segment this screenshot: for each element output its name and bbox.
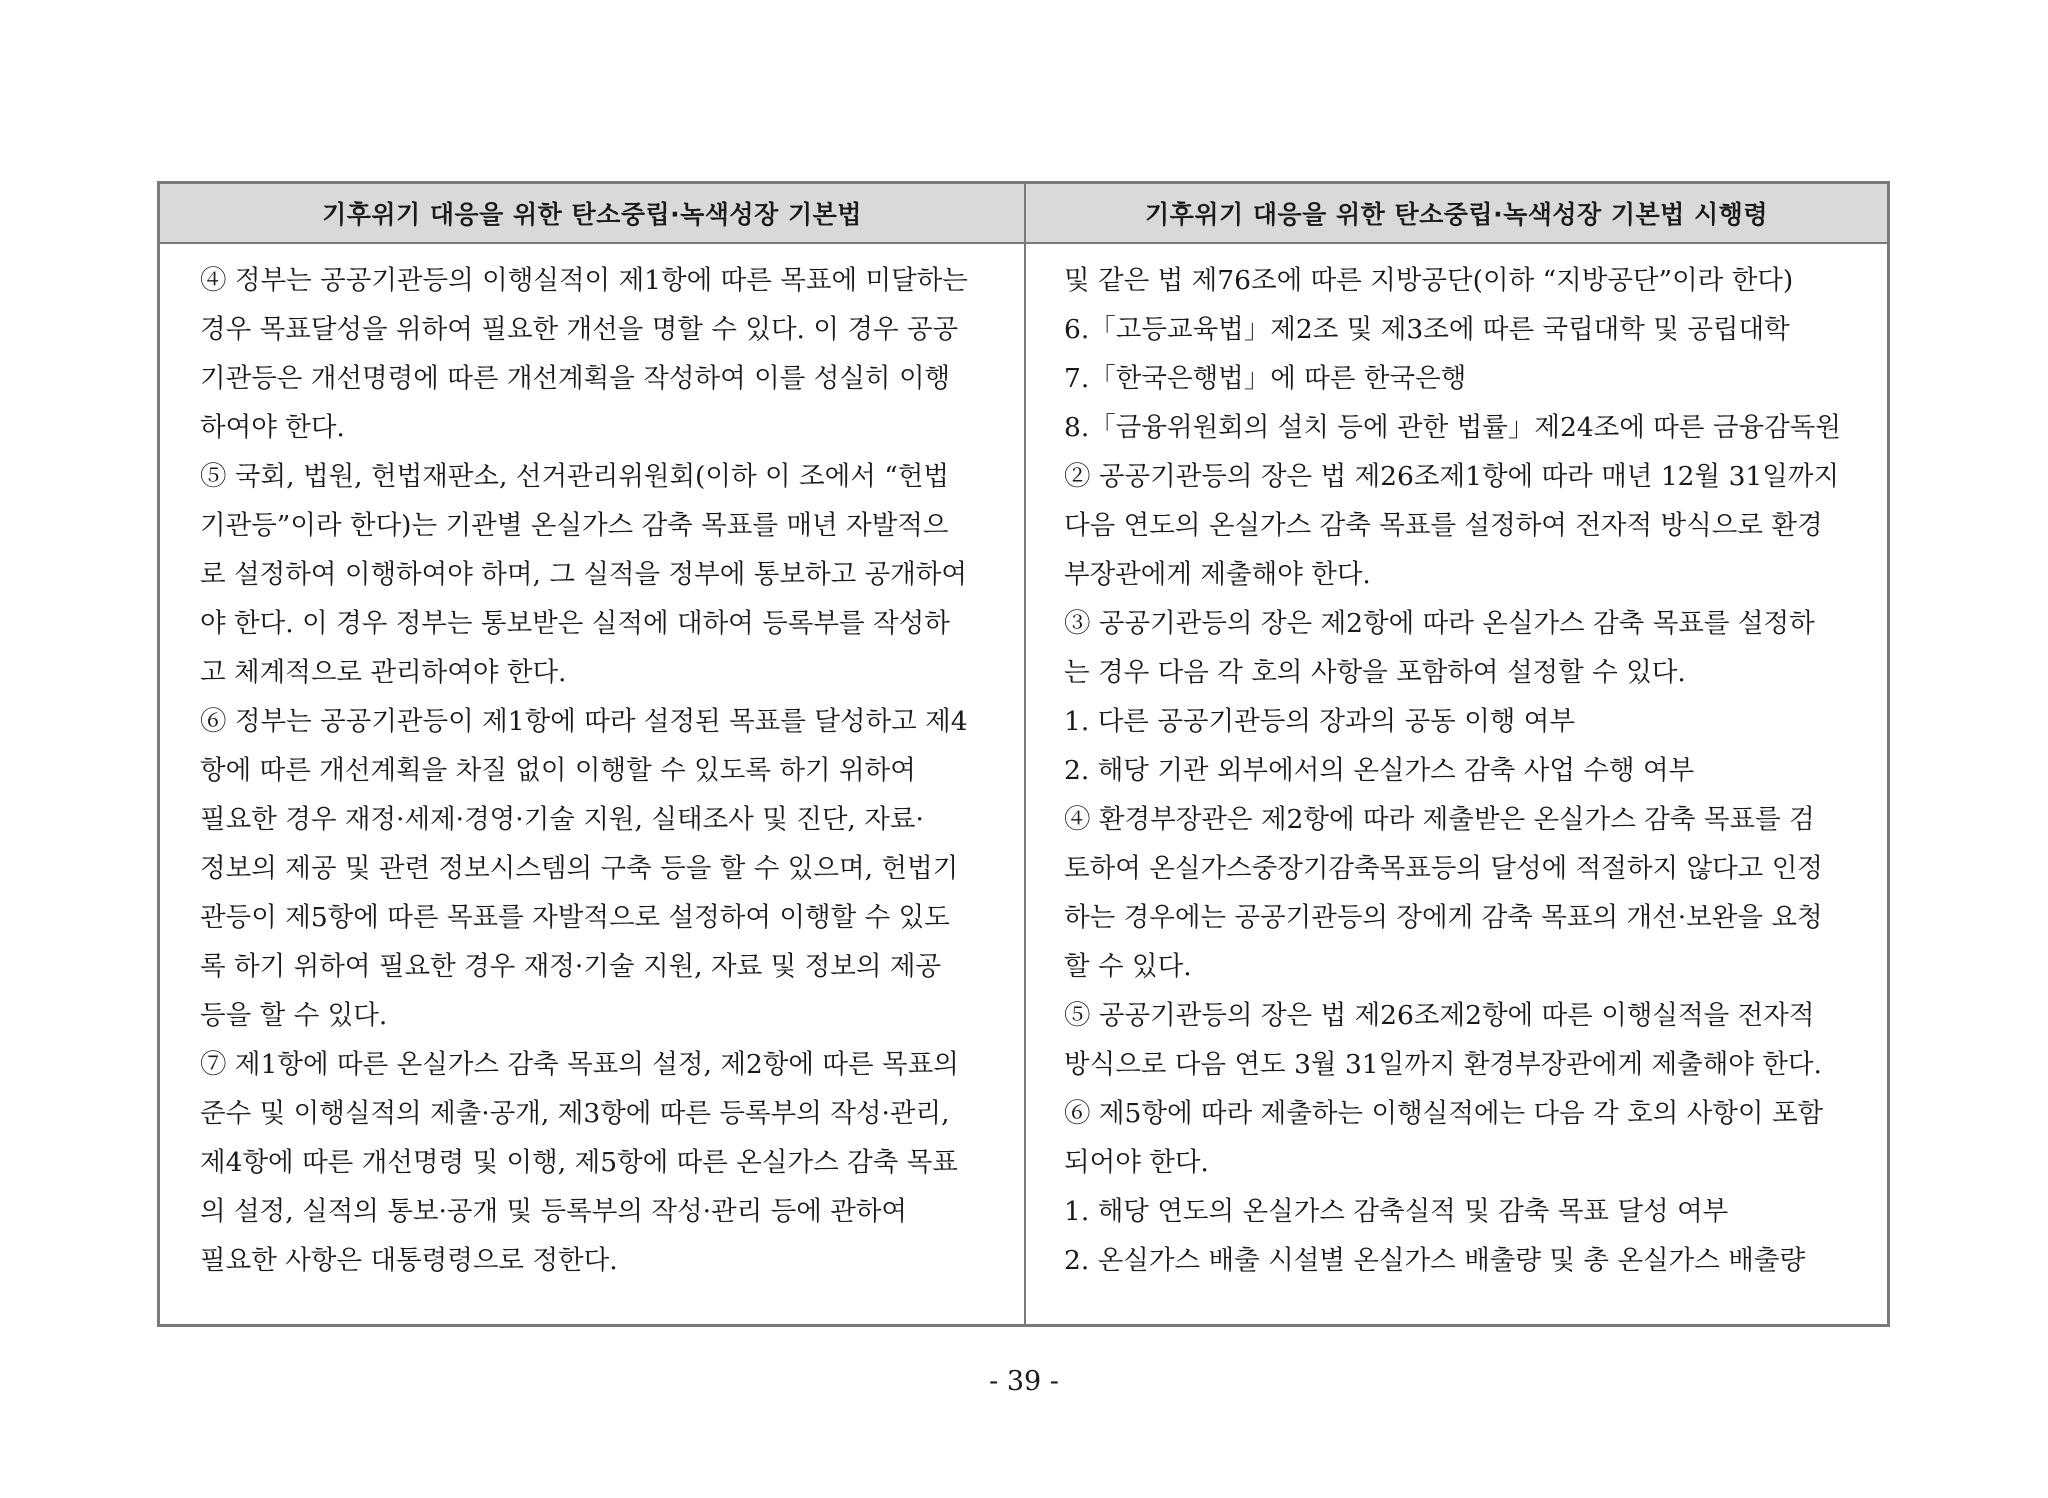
page-number: - 39 - [989,1366,1059,1397]
left-text-line: ⑦ 제1항에 따른 온실가스 감축 목표의 설정, 제2항에 따른 목표의 [200,1049,959,1080]
left-text-line: 기관등”이라 한다)는 기관별 온실가스 감축 목표를 매년 자발적으 [200,510,949,541]
left-text-line: ④ 정부는 공공기관등의 이행실적이 제1항에 따른 목표에 미달하는 [200,265,968,296]
right-text-line: 1. 해당 연도의 온실가스 감축실적 및 감축 목표 달성 여부 [1064,1196,1729,1227]
left-text-line: 항에 따른 개선계획을 차질 없이 이행할 수 있도록 하기 위하여 [200,755,916,786]
right-text-line: ⑥ 제5항에 따라 제출하는 이행실적에는 다음 각 호의 사항이 포함 [1064,1098,1824,1129]
left-column-body [160,244,1026,1324]
left-column-header: 기후위기 대응을 위한 탄소중립·녹색성장 기본법 [160,184,1026,244]
left-text-line: 기관등은 개선명령에 따른 개선계획을 작성하여 이를 성실히 이행 [200,363,951,394]
left-text-line: 관등이 제5항에 따른 목표를 자발적으로 설정하여 이행할 수 있도 [200,902,950,933]
left-text-line: 고 체계적으로 관리하여야 한다. [200,657,567,688]
right-text-line: ② 공공기관등의 장은 법 제26조제1항에 따라 매년 12월 31일까지 [1064,461,1840,492]
left-text-line: 정보의 제공 및 관련 정보시스템의 구축 등을 할 수 있으며, 헌법기 [200,853,959,884]
right-text-line: 는 경우 다음 각 호의 사항을 포함하여 설정할 수 있다. [1064,657,1686,688]
right-text-line: 7.「한국은행법」에 따른 한국은행 [1064,363,1467,394]
left-text-line: 필요한 사항은 대통령령으로 정한다. [200,1245,618,1276]
right-text-line: 방식으로 다음 연도 3월 31일까지 환경부장관에게 제출해야 한다. [1064,1049,1822,1080]
left-text-line: 로 설정하여 이행하여야 하며, 그 실적을 정부에 통보하고 공개하여 [200,559,967,590]
right-text-line: 및 같은 법 제76조에 따른 지방공단(이하 “지방공단”이라 한다) [1064,265,1794,296]
right-column-header: 기후위기 대응을 위한 탄소중립·녹색성장 기본법 시행령 [1026,184,1887,244]
right-text-line: 부장관에게 제출해야 한다. [1064,559,1371,590]
left-text-line: 제4항에 따른 개선명령 및 이행, 제5항에 따른 온실가스 감축 목표 [200,1147,958,1178]
left-text-line: 록 하기 위하여 필요한 경우 재정·기술 지원, 자료 및 정보의 제공 [200,951,942,982]
right-text-line: 하는 경우에는 공공기관등의 장에게 감축 목표의 개선·보완을 요청 [1064,902,1823,933]
right-text-line: 토하여 온실가스중장기감축목표등의 달성에 적절하지 않다고 인정 [1064,853,1823,884]
left-text-line: 필요한 경우 재정·세제·경영·기술 지원, 실태조사 및 진단, 자료· [200,804,924,835]
left-text-line: 하여야 한다. [200,412,345,443]
right-text-line: 다음 연도의 온실가스 감축 목표를 설정하여 전자적 방식으로 환경 [1064,510,1823,541]
right-text-line: 되어야 한다. [1064,1147,1209,1178]
right-text-line: 할 수 있다. [1064,951,1192,982]
right-text-line: 1. 다른 공공기관등의 장과의 공동 이행 여부 [1064,706,1576,737]
comparison-table [157,181,1890,1327]
left-text-line: 야 한다. 이 경우 정부는 통보받은 실적에 대하여 등록부를 작성하 [200,608,950,639]
right-text-line: 8.「금융위원회의 설치 등에 관한 법률」제24조에 따른 금융감독원 [1064,412,1841,443]
right-text-line: ④ 환경부장관은 제2항에 따라 제출받은 온실가스 감축 목표를 검 [1064,804,1815,835]
right-text-line: 2. 해당 기관 외부에서의 온실가스 감축 사업 수행 여부 [1064,755,1695,786]
left-text-line: 등을 할 수 있다. [200,1000,388,1031]
right-column-body [1026,244,1887,1324]
left-text-line: 경우 목표달성을 위하여 필요한 개선을 명할 수 있다. 이 경우 공공 [200,314,959,345]
left-text-line: ⑤ 국회, 법원, 헌법재판소, 선거관리위원회(이하 이 조에서 “헌법 [200,461,949,492]
right-text-line: ⑤ 공공기관등의 장은 법 제26조제2항에 따른 이행실적을 전자적 [1064,1000,1815,1031]
left-text-line: ⑥ 정부는 공공기관등이 제1항에 따라 설정된 목표를 달성하고 제4 [200,706,968,737]
right-text-line: 2. 온실가스 배출 시설별 온실가스 배출량 및 총 온실가스 배출량 [1064,1245,1806,1276]
left-text-line: 준수 및 이행실적의 제출·공개, 제3항에 따른 등록부의 작성·관리, [200,1098,950,1129]
left-text-line: 의 설정, 실적의 통보·공개 및 등록부의 작성·관리 등에 관하여 [200,1196,908,1227]
right-text-line: ③ 공공기관등의 장은 제2항에 따라 온실가스 감축 목표를 설정하 [1064,608,1815,639]
right-text-line: 6.「고등교육법」제2조 및 제3조에 따른 국립대학 및 공립대학 [1064,314,1790,345]
